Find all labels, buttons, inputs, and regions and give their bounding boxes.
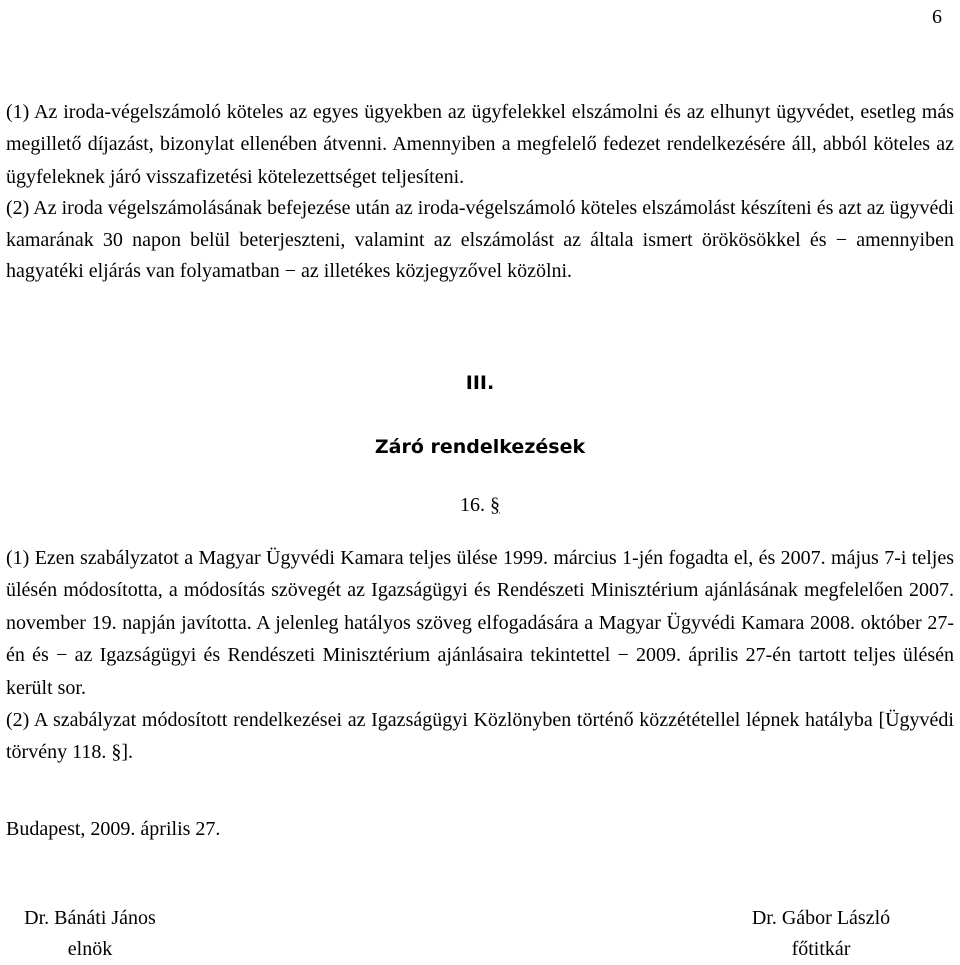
paragraph-final-accounting: (2) Az iroda végelszámolásának befejezése után az iroda-végelszámoló köteles elszámolást készíteni és azt az ügyvédi kamarának 30 napon belül beterjeszteni, valamint az elszámolást az általa ismert örökösökkel és − amennyiben hagyatéki eljárás van folyamatban − az illetékes közjegyzővel közölni. bbox=[6, 197, 954, 283]
section-symbol: § bbox=[490, 494, 500, 516]
signatory-name: Dr. Gábor László bbox=[751, 907, 891, 929]
section-number bbox=[0, 494, 960, 517]
signatory-title: főtitkár bbox=[791, 938, 851, 960]
top-section bbox=[6, 96, 954, 288]
paragraph-settlement-duties: (1) Az iroda-végelszámoló köteles az egyes ügyekben az ügyfelekkel elszámolni és az elhunyt ügyvédet, esetleg más megillető díjazást, bizonylat ellenében átvenni. Amennyiben a megfelelő fedezet rendelkezésére áll, abból köteles az ügyfeleknek járó visszafizetési kötelezettséget teljesíteni. bbox=[6, 101, 954, 188]
place-date-line: Budapest, 2009. április 27. bbox=[6, 818, 221, 840]
section-number-value: 16. bbox=[460, 494, 485, 516]
signatory-title: elnök bbox=[67, 938, 113, 960]
paragraph-adoption-history: (1) Ezen szabályzatot a Magyar Ügyvédi Kamara teljes ülése 1999. március 1-jén fogadta el, és 2007. május 7-i teljes ülésén módosította, a módosítás szövegét az Igazságügyi és Rendészeti Minisztérium ajánlásának megfelelően 2007. november 19. napján javította. A jelenleg hatályos szöveg elfogadására a Magyar Ügyvédi Kamara 2008. október 27-én és − az Igazságügyi és Rendészeti Minisztérium ajánlásaira tekintettel − 2009. április 27-én tartott teljes ülésén került sor. bbox=[6, 547, 954, 699]
signatory-name: Dr. Bánáti János bbox=[24, 907, 156, 929]
chapter-title: Záró rendelkezések bbox=[374, 436, 586, 458]
bottom-section bbox=[6, 542, 954, 769]
paragraph-entry-into-force: (2) A szabályzat módosított rendelkezései az Igazságügyi Közlönyben történő közzététellel lépnek hatályba [Ügyvédi törvény 118. §]. bbox=[6, 709, 954, 764]
chapter-roman-numeral: III. bbox=[465, 372, 495, 394]
page-number: 6 bbox=[932, 6, 942, 28]
